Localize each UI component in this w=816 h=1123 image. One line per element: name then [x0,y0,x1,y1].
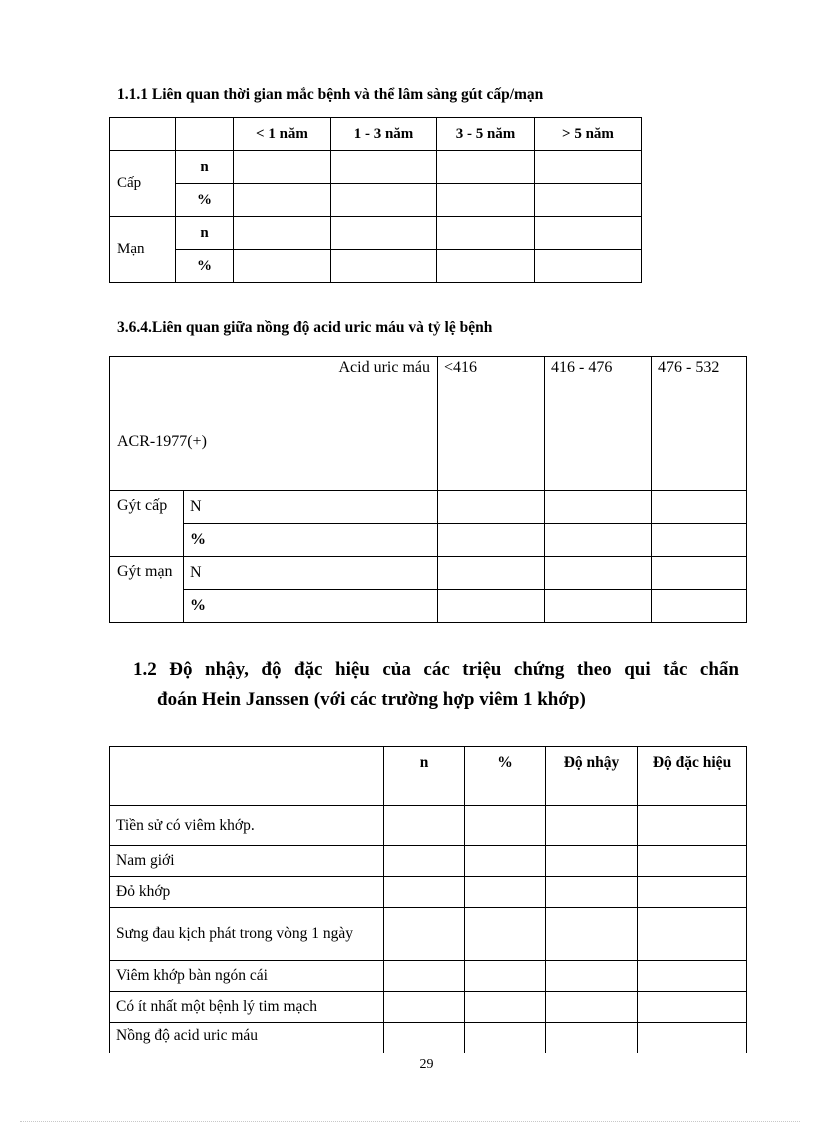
symptom-label: Nam giới [110,846,384,877]
column-header: 476 - 532 [652,357,747,491]
data-cell [652,524,747,557]
data-cell [545,524,652,557]
column-header: 3 - 5 năm [437,118,535,151]
data-cell [438,491,545,524]
data-cell [652,491,747,524]
group-label: Gýt cấp [110,491,184,557]
table-row [110,877,747,908]
section-3-6-4-heading: 3.6.4.Liên quan giữa nồng độ acid uric máu và tỷ lệ bệnh [117,319,493,336]
column-header: Độ đặc hiệu [638,747,747,806]
hein-janssen-sensitivity-table [109,746,747,1053]
data-cell [234,184,331,217]
table-row [110,961,747,992]
table-row [110,846,747,877]
data-cell [437,217,535,250]
table-row [110,184,642,217]
data-cell [384,961,465,992]
group-label: Mạn [110,217,176,283]
column-header: % [465,747,546,806]
data-cell [638,877,747,908]
column-header: < 1 năm [234,118,331,151]
duration-vs-gout-type-table [109,117,642,283]
data-cell [384,992,465,1023]
unit-label: n [176,217,234,250]
data-cell [546,961,638,992]
data-cell [465,877,546,908]
unit-label: % [176,184,234,217]
unit-label: % [176,250,234,283]
section-1-2-heading: 1.2 Độ nhậy, độ đặc hiệu của các triệu chứng theo qui tắc chẩn [133,659,739,680]
table-row [110,908,747,961]
empty-cell [110,747,384,806]
table-header-row [110,747,747,806]
unit-label: % [184,524,438,557]
data-cell [545,557,652,590]
column-header: 1 - 3 năm [331,118,437,151]
data-cell [437,250,535,283]
symptom-label: Có ít nhất một bệnh lý tim mạch [110,992,384,1023]
data-cell [234,217,331,250]
symptom-label: Viêm khớp bàn ngón cái [110,961,384,992]
table-header-row [110,357,747,491]
empty-cell [176,118,234,151]
table-row [110,992,747,1023]
table-row [110,151,642,184]
data-cell [384,908,465,961]
data-cell [535,184,642,217]
data-cell [535,217,642,250]
data-cell [437,184,535,217]
table-row [110,1023,747,1054]
table-header-row [110,118,642,151]
data-cell [384,806,465,846]
table-row [110,524,747,557]
data-cell [331,151,437,184]
data-cell [638,908,747,961]
data-cell [331,217,437,250]
data-cell [234,250,331,283]
data-cell [438,557,545,590]
table-row [110,806,747,846]
data-cell [652,557,747,590]
section-1-2-heading-continued: đoán Hein Janssen (với các trường hợp viêm 1 khớp) [157,689,586,710]
unit-label: N [184,557,438,590]
unit-label: n [176,151,234,184]
section-1-1-1-heading: 1.1.1 Liên quan thời gian mắc bệnh và thể lâm sàng gút cấp/mạn [117,86,544,103]
column-header: <416 [438,357,545,491]
data-cell [545,491,652,524]
data-cell [438,524,545,557]
data-cell [465,1023,546,1054]
data-cell [638,961,747,992]
table-row [110,557,747,590]
group-label: Gýt mạn [110,557,184,623]
data-cell [384,846,465,877]
column-header: > 5 năm [535,118,642,151]
symptom-label: Sưng đau kịch phát trong vòng 1 ngày [110,908,384,961]
diagonal-header-cell [110,357,438,491]
data-cell [465,846,546,877]
data-cell [465,806,546,846]
data-cell [546,992,638,1023]
group-label: Cấp [110,151,176,217]
data-cell [331,184,437,217]
column-header: Độ nhậy [546,747,638,806]
data-cell [465,992,546,1023]
column-header: 416 - 476 [545,357,652,491]
data-cell [535,250,642,283]
symptom-label: Đỏ khớp [110,877,384,908]
data-cell [437,151,535,184]
symptom-label: Tiền sử có viêm khớp. [110,806,384,846]
data-cell [545,590,652,623]
data-cell [638,846,747,877]
data-cell [546,908,638,961]
table-row [110,217,642,250]
data-cell [234,151,331,184]
page-bottom-divider [20,1121,800,1122]
unit-label: % [184,590,438,623]
data-cell [546,846,638,877]
data-cell [438,590,545,623]
uric-acid-vs-disease-table [109,356,747,623]
data-cell [638,1023,747,1054]
data-cell [638,992,747,1023]
table-row [110,250,642,283]
data-cell [331,250,437,283]
data-cell [652,590,747,623]
symptom-label: Nồng độ acid uric máu [110,1023,384,1054]
data-cell [465,961,546,992]
unit-label: N [184,491,438,524]
data-cell [546,806,638,846]
data-cell [384,877,465,908]
acr-1977-label: ACR-1977(+) [117,433,207,450]
data-cell [535,151,642,184]
data-cell [638,806,747,846]
table-row [110,590,747,623]
data-cell [546,877,638,908]
data-cell [465,908,546,961]
data-cell [384,1023,465,1054]
column-header: n [384,747,465,806]
page-number: 29 [419,1057,434,1072]
empty-cell [110,118,176,151]
data-cell [546,1023,638,1054]
acid-uric-label: Acid uric máu [338,359,430,376]
table-row [110,491,747,524]
